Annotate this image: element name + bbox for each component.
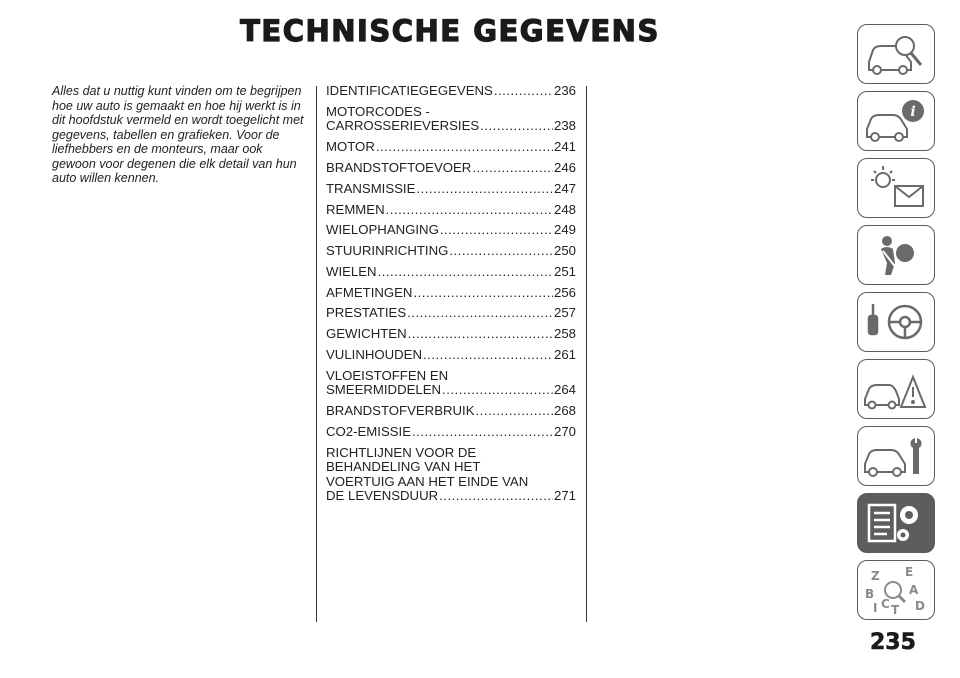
toc-entry-page: 261 bbox=[553, 347, 576, 362]
page-number: 235 bbox=[870, 630, 916, 655]
toc-entry-label: SMEERMIDDELEN bbox=[326, 383, 442, 398]
toc-entry-label: CARROSSERIEVERSIES bbox=[326, 119, 480, 134]
toc-dot-leader bbox=[378, 265, 553, 280]
tab-safety[interactable] bbox=[857, 225, 935, 285]
toc-entry-page: 241 bbox=[553, 140, 576, 155]
toc-entry-page: 238 bbox=[553, 119, 576, 134]
toc-entry-label: IDENTIFICATIEGEGEVENS bbox=[326, 84, 493, 98]
column-divider-left bbox=[316, 86, 317, 622]
toc-dot-leader bbox=[440, 223, 553, 238]
car-info-icon bbox=[861, 95, 931, 147]
toc-entry-label: WIELOPHANGING bbox=[326, 223, 439, 238]
toc-entry-label: MOTOR bbox=[326, 140, 375, 155]
index-letter: T bbox=[891, 603, 900, 616]
toc-entry-row bbox=[326, 348, 576, 363]
toc-entry[interactable] bbox=[326, 244, 576, 259]
toc-entry-label: WIELEN bbox=[326, 264, 377, 279]
toc-dot-leader bbox=[407, 306, 553, 321]
toc-entry-row bbox=[326, 244, 576, 259]
technical-data-gear-icon bbox=[861, 497, 931, 549]
toc-entry-row bbox=[326, 203, 576, 218]
toc-entry-label: PRESTATIES bbox=[326, 306, 407, 321]
toc-dot-leader bbox=[439, 489, 553, 504]
toc-entry-page: 247 bbox=[553, 181, 576, 196]
toc-entry-row bbox=[326, 306, 576, 321]
toc-entry-row bbox=[326, 383, 576, 398]
toc-dot-leader bbox=[386, 203, 553, 218]
airbag-safety-icon bbox=[861, 229, 931, 281]
toc-entry-row bbox=[326, 223, 576, 238]
toc-entry-line: VLOEISTOFFEN EN bbox=[326, 367, 449, 383]
page-title: TECHNISCHE GEGEVENS bbox=[240, 14, 660, 48]
toc-entry-row bbox=[326, 265, 576, 280]
tab-maintenance[interactable] bbox=[857, 426, 935, 486]
index-letter: A bbox=[909, 583, 919, 597]
toc-entry-page: 249 bbox=[553, 223, 576, 238]
tab-starting-driving[interactable] bbox=[857, 292, 935, 352]
table-of-contents bbox=[326, 84, 576, 510]
index-letter: B bbox=[865, 587, 875, 601]
index-letter: Z bbox=[871, 569, 880, 583]
toc-entry-label: CO2-EMISSIE bbox=[326, 424, 412, 439]
toc-entry[interactable] bbox=[326, 404, 576, 419]
toc-entry[interactable] bbox=[326, 425, 576, 440]
toc-entry-label: GEWICHTEN bbox=[326, 327, 407, 342]
toc-entry-row bbox=[326, 327, 576, 342]
tab-warning-lights[interactable] bbox=[857, 158, 935, 218]
toc-entry[interactable] bbox=[326, 446, 576, 504]
tab-emergency[interactable] bbox=[857, 359, 935, 419]
toc-entry-page: 250 bbox=[553, 244, 576, 259]
toc-entry[interactable] bbox=[326, 223, 576, 238]
toc-dot-leader bbox=[472, 161, 553, 176]
toc-entry-page: 271 bbox=[553, 489, 576, 504]
alphabetical-index-icon bbox=[861, 564, 931, 616]
toc-entry-page: 264 bbox=[553, 383, 576, 398]
tab-index[interactable] bbox=[857, 560, 935, 620]
toc-entry-page: 257 bbox=[553, 306, 576, 321]
toc-dot-leader bbox=[408, 327, 553, 342]
toc-entry-page: 270 bbox=[553, 424, 576, 439]
toc-entry[interactable] bbox=[326, 84, 576, 99]
toc-entry-row bbox=[326, 84, 576, 99]
toc-entry-row bbox=[326, 425, 576, 440]
toc-entry-page: 251 bbox=[553, 264, 576, 279]
toc-entry[interactable] bbox=[326, 327, 576, 342]
toc-entry-label: TRANSMISSIE bbox=[326, 181, 416, 196]
chapter-intro: Alles dat u nuttig kunt vinden om te begrijpen hoe uw auto is gemaakt en hoe hij werkt is in dit hoofdstuk vermeld en wordt toegelicht met gegevens, tabellen en grafieken. Voor de liefhebbers en de monteurs, maar ook gewoon voor degenen die elk detail van hun auto willen kennen. bbox=[52, 84, 304, 185]
toc-entry-row bbox=[326, 182, 576, 197]
tab-technical-data[interactable] bbox=[857, 493, 935, 553]
toc-entry-label: AFMETINGEN bbox=[326, 285, 413, 300]
car-accident-warning-icon bbox=[861, 363, 931, 415]
toc-entry[interactable] bbox=[326, 265, 576, 280]
toc-entry-page: 258 bbox=[553, 327, 576, 342]
toc-entry-row bbox=[326, 489, 576, 504]
toc-entry[interactable] bbox=[326, 161, 576, 176]
toc-entry[interactable] bbox=[326, 140, 576, 155]
toc-entry-row bbox=[326, 161, 576, 176]
toc-entry-page: 246 bbox=[553, 160, 576, 175]
toc-dot-leader bbox=[476, 404, 553, 419]
tab-car-info[interactable] bbox=[857, 91, 935, 151]
toc-entry-page: 248 bbox=[553, 202, 576, 217]
toc-entry-row bbox=[326, 286, 576, 301]
toc-entry-label: BRANDSTOFVERBRUIK bbox=[326, 404, 475, 419]
toc-entry-row bbox=[326, 140, 576, 155]
index-letter: I bbox=[873, 601, 878, 615]
chapter-tabs bbox=[857, 24, 939, 627]
toc-entry[interactable] bbox=[326, 286, 576, 301]
toc-dot-leader bbox=[412, 425, 553, 440]
tab-car-search[interactable] bbox=[857, 24, 935, 84]
warning-light-envelope-icon bbox=[861, 162, 931, 214]
svg-text:i: i bbox=[910, 104, 916, 120]
car-search-icon bbox=[861, 28, 931, 80]
toc-entry-line: BEHANDELING VAN HET bbox=[326, 459, 481, 475]
toc-entry-page: 256 bbox=[553, 285, 576, 300]
toc-dot-leader bbox=[480, 119, 553, 134]
column-divider-right bbox=[586, 86, 587, 622]
toc-entry[interactable] bbox=[326, 182, 576, 197]
toc-entry-line: RICHTLIJNEN VOOR DE bbox=[326, 444, 477, 460]
toc-entry-row bbox=[326, 119, 576, 134]
toc-dot-leader bbox=[416, 182, 553, 197]
toc-entry[interactable] bbox=[326, 105, 576, 134]
toc-entry[interactable] bbox=[326, 306, 576, 321]
toc-entry-page: 236 bbox=[553, 84, 576, 98]
car-wrench-icon bbox=[861, 430, 931, 482]
toc-entry[interactable] bbox=[326, 348, 576, 363]
index-letter: E bbox=[905, 565, 914, 579]
index-letter: C bbox=[881, 597, 890, 611]
toc-entry-label: BRANDSTOFTOEVOER bbox=[326, 160, 472, 175]
toc-entry-label: REMMEN bbox=[326, 202, 385, 217]
toc-entry-label: DE LEVENSDUUR bbox=[326, 489, 439, 504]
toc-entry[interactable] bbox=[326, 203, 576, 218]
toc-entry-row bbox=[326, 404, 576, 419]
toc-entry-page: 268 bbox=[553, 404, 576, 419]
toc-entry-line: MOTORCODES - bbox=[326, 103, 430, 119]
toc-entry-label: STUURINRICHTING bbox=[326, 244, 449, 259]
toc-dot-leader bbox=[442, 383, 553, 398]
toc-dot-leader bbox=[413, 286, 553, 301]
toc-entry-label: VULINHOUDEN bbox=[326, 347, 422, 362]
toc-entry[interactable] bbox=[326, 369, 576, 398]
toc-dot-leader bbox=[494, 84, 553, 99]
toc-entry-line: VOERTUIG AAN HET EINDE VAN bbox=[326, 473, 529, 489]
toc-dot-leader bbox=[376, 140, 553, 155]
key-steering-wheel-icon bbox=[861, 296, 931, 348]
index-letter: D bbox=[915, 599, 925, 613]
toc-dot-leader bbox=[423, 348, 553, 363]
toc-dot-leader bbox=[449, 244, 553, 259]
